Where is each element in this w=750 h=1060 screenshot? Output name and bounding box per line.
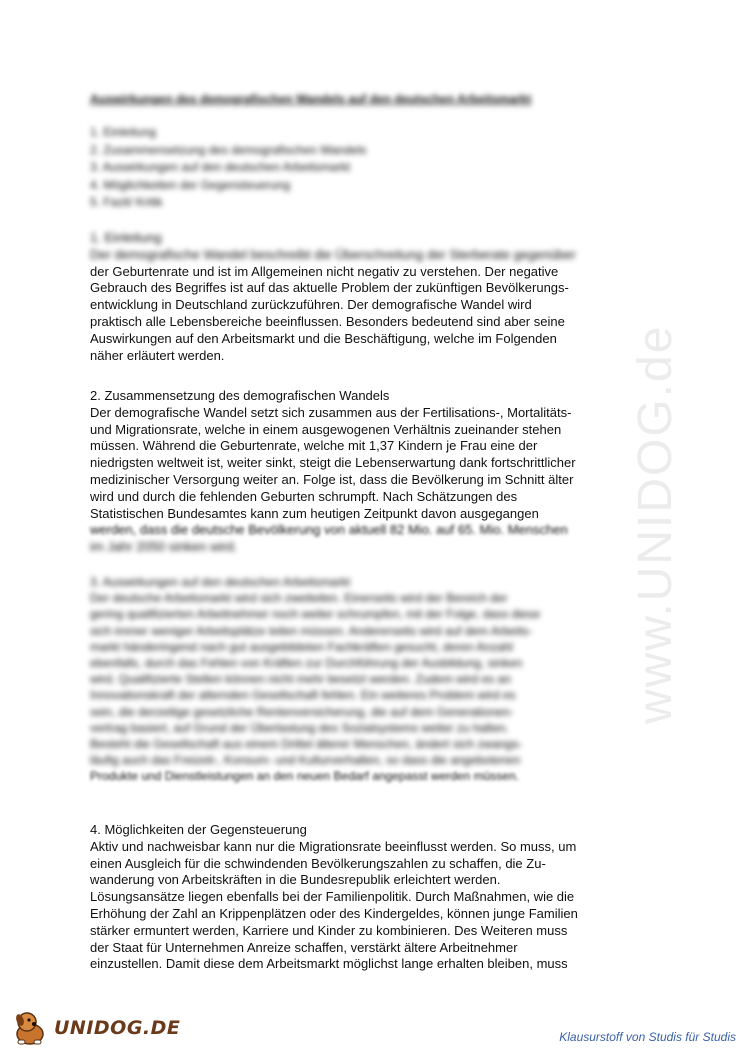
section-introduction: [90, 230, 670, 364]
toc-item: 5. Fazit/ Kritik: [90, 195, 163, 209]
paragraph-line: wird und durch die fehlenden Geburten schrumpft. Nach Schätzungen des: [90, 488, 518, 504]
section-heading: 4. Möglichkeiten der Gegensteuerung: [90, 822, 307, 837]
paragraph-line: werden, dass die deutsche Bevölkerung von aktuell 82 Mio. auf 65. Mio. Menschen: [90, 522, 568, 538]
paragraph-line: wird. Qualifizierte Stellen können nicht mehr besetzt werden. Zudem wird es an: [90, 672, 511, 687]
unidog-logo[interactable]: [10, 1008, 180, 1048]
paragraph-line: Der demografische Wandel setzt sich zusammen aus der Fertilisations-, Mortalitäts-: [90, 404, 572, 420]
paragraph-line: läufig auch das Freizeit-, Konsum- und Kulturverhalten, so dass die angebotenen: [90, 753, 521, 768]
paragraph-line: markt händeringend nach gut ausgebildeten Fachkräften gesucht, deren Anzahl: [90, 639, 513, 654]
table-of-contents: [90, 124, 366, 212]
section-countermeasures: [90, 822, 670, 973]
paragraph-line: der Geburtenrate und ist im Allgemeinen nicht negativ zu verstehen. Der negative: [90, 263, 559, 279]
paragraph-line: medizinischer Versorgung weiter an. Folge ist, dass die Bevölkerung im Schnitt älter: [90, 471, 574, 487]
paragraph-line: einen Ausgleich für die schwindenden Bevölkerungszahlen zu schaffen, die Zu-: [90, 855, 546, 871]
paragraph-line: Lösungsansätze liegen ebenfalls bei der Familienpolitik. Durch Maßnahmen, wie die: [90, 889, 575, 905]
toc-item: 2. Zusammensetzung des demografischen Wandels: [90, 142, 367, 157]
paragraph-line: praktisch alle Lebensbereiche beeinflussen. Besonders bedeutend sind aber seine: [90, 313, 565, 329]
paragraph-line: wanderung von Arbeitskräften in die Bundesrepublik erleichtert werden.: [90, 872, 501, 888]
toc-item: 1. Einleitung: [90, 125, 157, 139]
paragraph-line: niedrigsten weltweit ist, weiter sinkt, steigt die Lebenserwartung dank fortschrittlicher: [90, 455, 576, 471]
section-labor-market: [90, 574, 670, 784]
paragraph-line: Erhöhung der Zahl an Krippenplätzen oder des Kindergeldes, können junge Familien: [90, 905, 578, 921]
paragraph-line: sich immer weniger Arbeitsplätze teilen müssen. Andererseits wird auf dem Arbeits-: [90, 623, 533, 638]
paragraph-line: Innovationskraft der alternden Gesellschaft fehlen. Ein weiteres Problem wird es: [90, 688, 516, 703]
paragraph-line: Auswirkungen auf den Arbeitsmarkt und die Beschäftigung, welche im Folgenden: [90, 330, 557, 346]
document-title: Auswirkungen des demografischen Wandels auf den deutschen Arbeitsmarkt: [90, 92, 532, 106]
logo-text: UNIDOG.DE: [54, 1017, 181, 1039]
footer-tagline: Klausurstoff von Studis für Studis: [559, 1030, 736, 1044]
paragraph-line: Gebrauch des Begriffes ist auf das aktuelle Problem der zukünftigen Bevölkerungs-: [90, 280, 569, 296]
paragraph-line: einzustellen. Damit diese dem Arbeitsmarkt möglichst lange erhalten bleiben, muss: [90, 956, 568, 972]
paragraph-line: Der deutsche Arbeitsmarkt wird sich zweiteilen. Einerseits wird der Bereich der: [90, 591, 508, 606]
paragraph-line: Statistischen Bundesamtes kann zum heutigen Zeitpunkt davon ausgegangen: [90, 505, 539, 521]
toc-item: 3. Auswirkungen auf den deutschen Arbeitsmarkt: [90, 160, 351, 174]
paragraph-line: entwicklung in Deutschland zurückzuführen. Der demografische Wandel wird: [90, 297, 532, 313]
paragraph-line: näher erläutert werden.: [90, 347, 225, 363]
paragraph-line: ebenfalls, durch das Fehlen von Kräften zur Durchführung der Ausbildung, sinken: [90, 655, 523, 670]
paragraph-line: stärker ermuntert werden, Karriere und Kinder zu kombinieren. Des Weiteren muss: [90, 922, 568, 938]
section-heading: 3. Auswirkungen auf den deutschen Arbeitsmarkt: [90, 575, 351, 589]
paragraph-line: und Migrationsrate, welche in einem ausgewogenen Verhältnis zueinander stehen: [90, 421, 562, 437]
paragraph-line: Aktiv und nachweisbar kann nur die Migrationsrate beeinflusst werden. So muss, um: [90, 838, 577, 854]
paragraph-line: Besteht die Gesellschaft aus einem Drittel älterer Menschen, ändert sich zwangs-: [90, 736, 523, 751]
paragraph-line: im Jahr 2050 sinken wird.: [90, 539, 238, 555]
paragraph-line: sein, die derzeitige gesetzliche Rentenversicherung, die auf dem Generationen-: [90, 704, 514, 719]
toc-item: 4. Möglichkeiten der Gegensteuerung: [90, 177, 291, 192]
paragraph-line: Produkte und Dienstleistungen an den neuen Bedarf angepasst werden müssen.: [90, 769, 519, 784]
paragraph-line: Der demografische Wandel beschreibt die Überschreitung der Sterberate gegenüber: [90, 246, 576, 262]
section-composition: [90, 388, 670, 556]
watermark: www.UNIDOG.de: [629, 324, 682, 724]
paragraph-line: vertrag basiert, auf Grund der Überlastung des Sozialsystems weiter zu halten.: [90, 720, 509, 735]
paragraph-line: der Staat für Unternehmen Anreize schaffen, verstärkt ältere Arbeitnehmer: [90, 939, 518, 955]
paragraph-line: gering qualifizierten Arbeitnehmer noch weiter schrumpfen, mit der Folge, dass diese: [90, 607, 541, 622]
section-heading: 2. Zusammensetzung des demografischen Wandels: [90, 388, 390, 403]
dog-mascot-icon: [10, 1008, 50, 1048]
paragraph-line: müssen. Während die Geburtenrate, welche mit 1,37 Kindern je Frau eine der: [90, 438, 538, 454]
section-heading: 1. Einleitung: [90, 230, 162, 245]
